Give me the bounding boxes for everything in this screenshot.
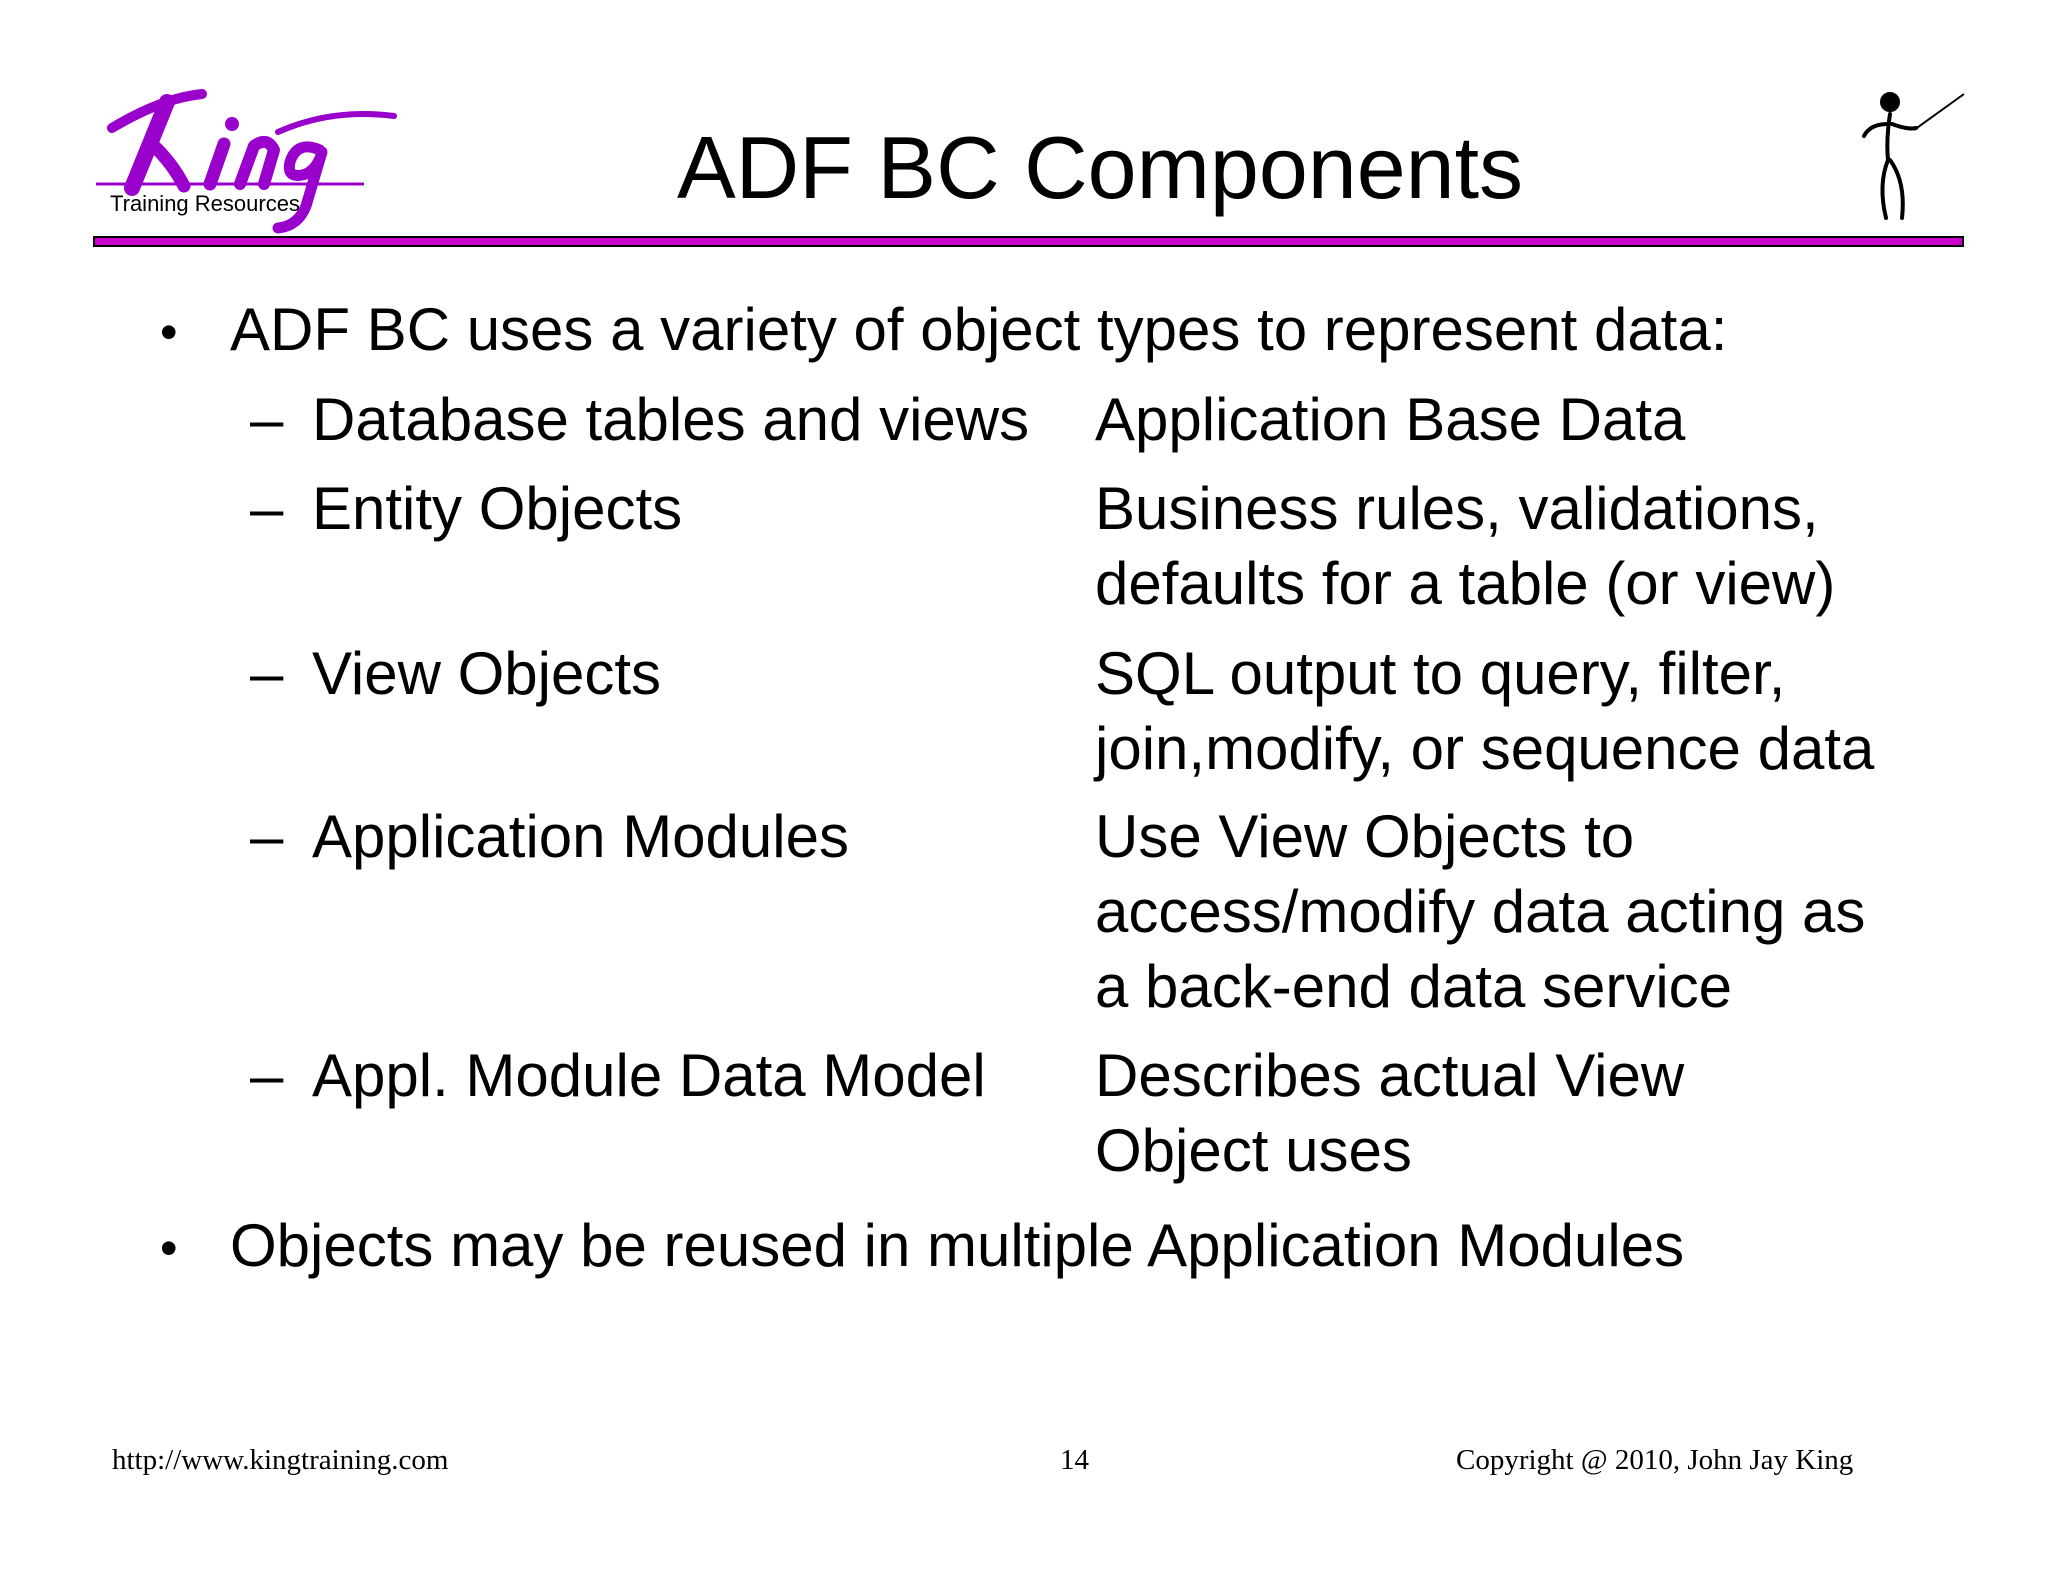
term-entity-objects: Entity Objects [312,475,683,542]
page-title: ADF BC Components [676,118,1524,217]
term-database-tables: Database tables and views [312,386,1030,453]
logo-tagline: Training Resources [110,191,300,216]
desc-line: Object uses [1095,1117,1412,1184]
dash-marker: – [250,1042,284,1109]
list-item-term [250,1040,986,1112]
list-item-desc [1095,471,1975,621]
list-item-term [250,384,1029,456]
list-item-desc [1095,382,1975,457]
desc-line: access/modify data acting as [1095,878,1866,945]
bullet-reuse: Objects may be reused in multiple Application Modules [230,1212,1685,1279]
list-item-desc [1095,636,1975,786]
king-training-logo [92,88,402,238]
dash-marker: – [250,640,284,707]
desc-line: defaults for a table (or view) [1095,550,1836,617]
dash-marker: – [250,475,284,542]
dash-marker: – [250,386,284,453]
desc-line: Use View Objects to [1095,803,1635,870]
header-divider [93,236,1964,247]
desc-line: a back-end data service [1095,953,1733,1020]
list-item-term [250,473,682,545]
term-data-model: Appl. Module Data Model [312,1042,986,1109]
desc-line: Describes actual View [1095,1042,1685,1109]
footer-url: http://www.kingtraining.com [112,1444,449,1476]
desc-line: join,modify, or sequence data [1095,715,1875,782]
list-item-desc [1095,1038,1975,1188]
presenter-stick-figure-icon [1850,90,1970,225]
bullet-intro: ADF BC uses a variety of object types to represent data: [230,296,1728,363]
desc-line: SQL output to query, filter, [1095,640,1786,707]
bullet-marker: • [160,1220,178,1276]
term-view-objects: View Objects [312,640,662,707]
list-item-term [250,801,849,873]
desc-line: Business rules, validations, [1095,475,1819,542]
dash-marker: – [250,803,284,870]
list-item-term [250,638,661,710]
desc-line: Application Base Data [1095,386,1686,453]
bullet-marker: • [160,304,178,360]
list-item-desc [1095,799,1975,1024]
term-application-modules: Application Modules [312,803,849,870]
page-number: 14 [1060,1444,1089,1476]
footer-copyright: Copyright @ 2010, John Jay King [1456,1444,1854,1476]
